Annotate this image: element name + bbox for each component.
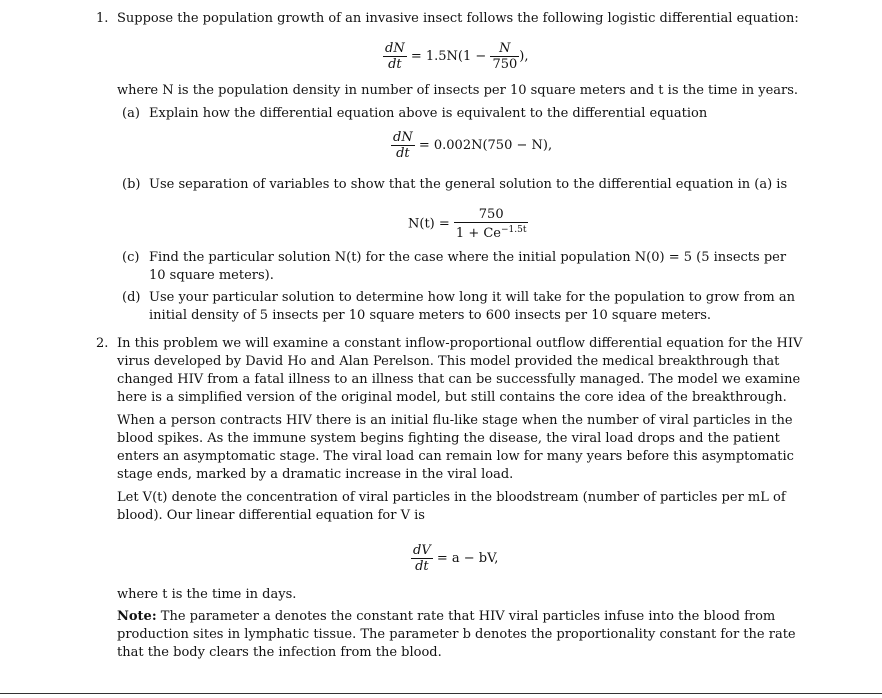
q2-p1-line4: here is a simplified version of the original model, but still contains the core idea of the breakthrough. (117, 390, 787, 405)
eq2-lhs-num: dN (393, 130, 413, 145)
eq1-rhs-fraction (490, 41, 519, 72)
eq4-rhs: = a − bV, (436, 551, 499, 566)
q2-p2-line4: stage ends, marked by a dramatic increase in the viral load. (117, 467, 514, 482)
eq2-lhs-fraction (391, 130, 415, 161)
q2-p1-line2: virus developed by David Ho and Alan Perelson. This model provided the medical breakthrough that (117, 354, 780, 369)
eq1-tail: ), (519, 49, 529, 64)
eq1-frac-den: 750 (492, 57, 518, 72)
q2-p3-line2: blood). Our linear differential equation for V is (117, 508, 425, 523)
q1c-label: (c) (122, 250, 140, 265)
note-text-line1: The parameter a denotes the constant rate that HIV viral particles infuse into the blood from (160, 609, 776, 624)
eq1-lhs-den: dt (383, 56, 407, 72)
eq3-num: 750 (478, 207, 504, 222)
q2-p2-line2: blood spikes. As the immune system begins fighting the disease, the viral load drops and the patient (117, 431, 780, 446)
q2-p3-line1: Let V(t) denote the concentration of viral particles in the bloodstream (number of particles per mL of (117, 490, 786, 505)
q1-equation-equivalent (391, 130, 552, 161)
q1-number: 1. (96, 11, 109, 26)
q1a-label: (a) (122, 106, 140, 121)
eq1-mid: = 1.5N(1 − (410, 49, 487, 64)
q1c-text-line2: 10 square meters). (149, 268, 274, 283)
q1-where: where N is the population density in number of insects per 10 square meters and t is the time in years. (117, 83, 799, 98)
eq3-den (454, 222, 529, 241)
q2-number: 2. (96, 336, 109, 351)
eq1-lhs-num: dN (385, 41, 405, 56)
q2-note-line1 (117, 608, 775, 625)
q1c-text-line1: Find the particular solution N(t) for the case where the initial population N(0) = 5 (5 insects per (149, 250, 787, 265)
note-label: Note: (117, 609, 157, 624)
eq3-lhs: N(t) = (408, 216, 450, 232)
q2-equation-viral (411, 543, 498, 574)
q1-equation-logistic (383, 41, 528, 72)
q2-p1-line3: changed HIV from a fatal illness to an illness that can be successfully managed. The model we examine (117, 372, 801, 387)
q1-intro: Suppose the population growth of an invasive insect follows the following logistic differential equation: (117, 11, 799, 26)
q2-note-line2: production sites in lymphatic tissue. The parameter b denotes the proportionality constant for the rate (117, 627, 796, 642)
q2-p2-line1: When a person contracts HIV there is an initial flu-like stage when the number of viral particles in the (117, 413, 793, 428)
eq3-den-exp: −1.5t (501, 225, 527, 235)
eq1-lhs-fraction (383, 41, 407, 72)
q1-equation-general-solution (408, 207, 528, 241)
q1d-label: (d) (122, 290, 141, 305)
eq3-den-base: 1 + Ce (455, 226, 501, 241)
q1a-text: Explain how the differential equation above is equivalent to the differential equation (149, 106, 708, 121)
q2-note-line3: that the body clears the infection from the blood. (117, 645, 442, 660)
q1d-text-line2: initial density of 5 insects per 10 square meters to 600 insects per 10 square meters. (149, 308, 712, 323)
eq3-fraction (454, 207, 529, 241)
eq2-lhs-den: dt (391, 145, 415, 161)
q2-p1-line1: In this problem we will examine a constant inflow-proportional outflow differential equation for the HIV (117, 336, 803, 351)
q2-where: where t is the time in days. (117, 587, 297, 602)
eq1-frac-num: N (499, 41, 511, 56)
eq4-lhs-fraction (411, 543, 433, 574)
q1b-text: Use separation of variables to show that the general solution to the differential equation in (a) is (149, 177, 788, 192)
eq4-lhs-den: dt (411, 558, 433, 574)
eq4-lhs-num: dV (413, 543, 431, 558)
page-bottom-divider (0, 693, 882, 694)
q1d-text-line1: Use your particular solution to determine how long it will take for the population to grow from an (149, 290, 795, 305)
q2-p2-line3: enters an asymptomatic stage. The viral load can remain low for many years before this asymptomatic (117, 449, 794, 464)
eq2-rhs: = 0.002N(750 − N), (418, 138, 553, 153)
q1b-label: (b) (122, 177, 141, 192)
